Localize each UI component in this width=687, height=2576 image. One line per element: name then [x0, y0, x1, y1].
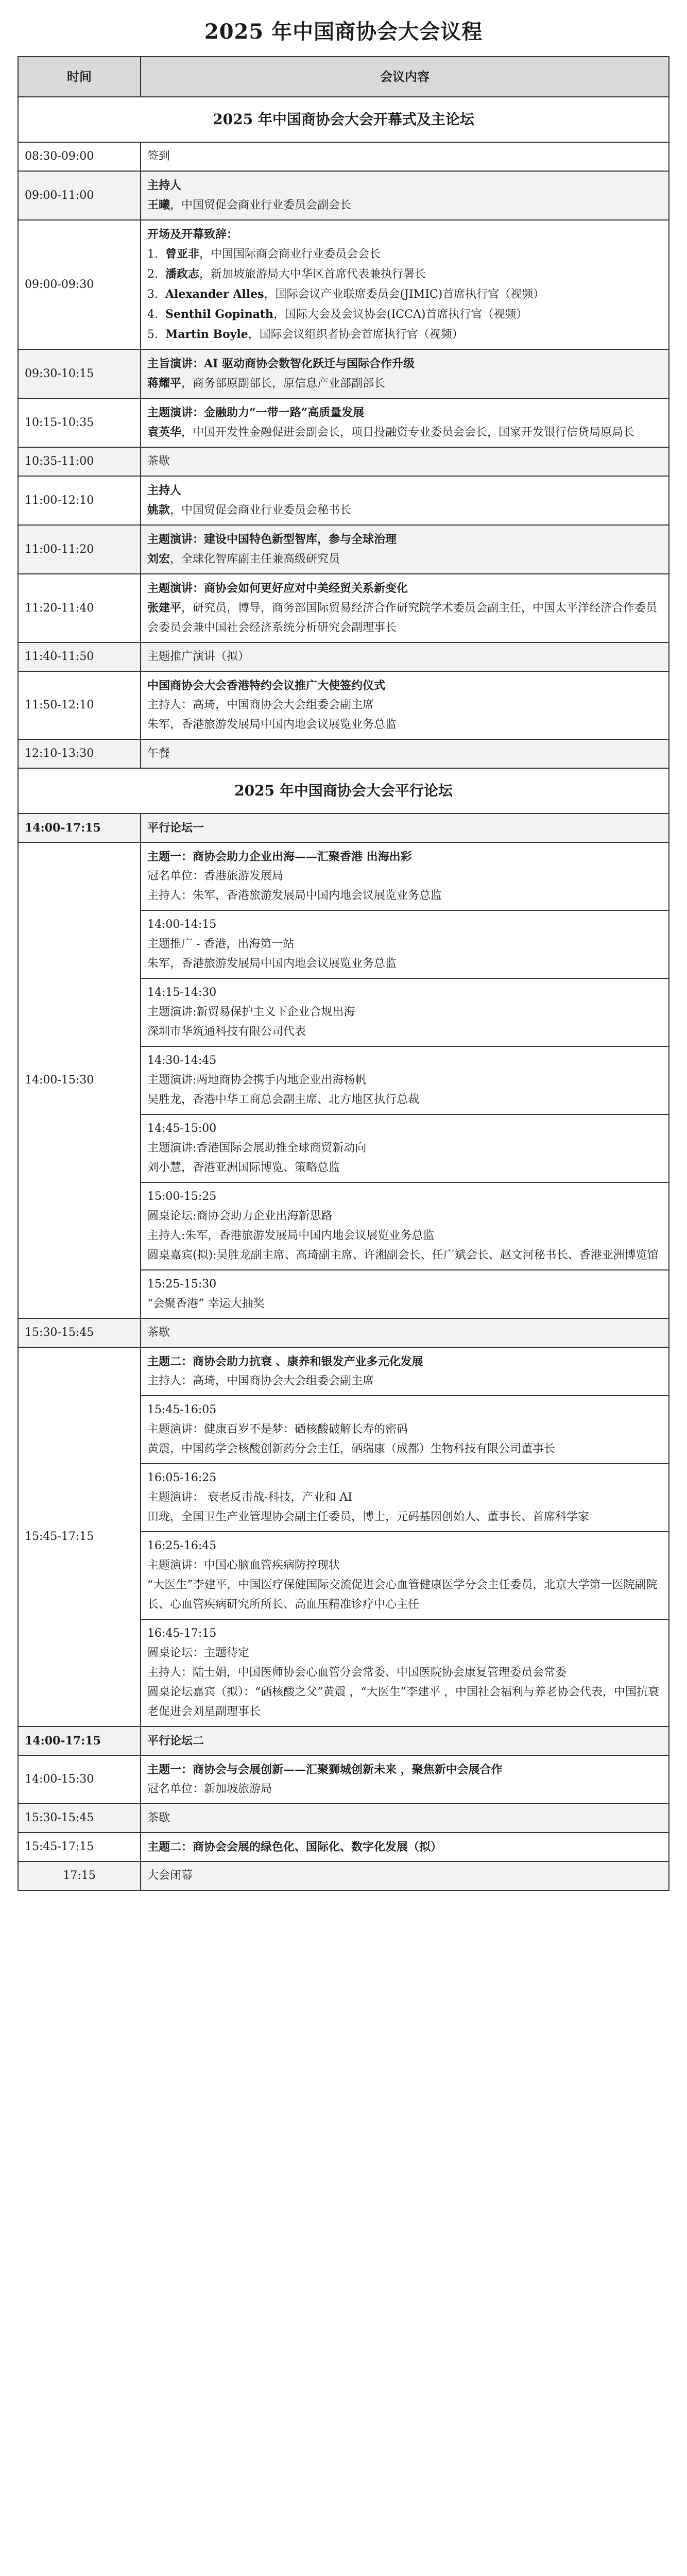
- time-cell: 11:20-11:40: [18, 574, 141, 642]
- table-row: [18, 1804, 669, 1833]
- section-heading-main: [18, 97, 669, 142]
- time-cell: 12:10-13:30: [18, 739, 141, 768]
- item-label: 主旨演讲：AI 驱动商协会数智化跃迁与国际合作升级: [147, 357, 415, 370]
- item-label: 主题一：商协会与会展创新——汇聚狮城创新未来 ，聚焦新中会展合作: [147, 1763, 503, 1776]
- time-cell: 15:45-17:15: [18, 1347, 141, 1726]
- content-cell: [141, 671, 669, 739]
- speaker-line: [147, 374, 662, 394]
- speaker-line: [147, 500, 662, 520]
- content-line: 15:00-15:25: [147, 1190, 217, 1203]
- content-line: 主题演讲： 衰老反击战-科技，产业和 AI: [147, 1491, 352, 1504]
- list-item: [147, 325, 662, 345]
- content-line: 15:45-16:05: [147, 1403, 217, 1416]
- speaker-desc: ，国际大会及会议协会(ICCA)首席执行官（视频）: [273, 308, 528, 321]
- list-number: 5.: [147, 328, 165, 341]
- speaker-desc: ，商务部原副部长，原信息产业部副部长: [181, 377, 386, 390]
- time-cell: 14:00-15:30: [18, 1755, 141, 1804]
- list-number: 4.: [147, 308, 165, 321]
- table-row: [18, 1755, 669, 1804]
- section-title: 2025 年中国商协会大会开幕式及主论坛: [18, 97, 669, 142]
- content-line: 深圳市华筑通科技有限公司代表: [147, 1025, 306, 1038]
- content-line: 14:30-14:45: [147, 1054, 217, 1067]
- time-cell: 14:00-17:15: [18, 814, 141, 842]
- content-line: 主持人：高琦，中国商协会大会组委会副主席: [147, 1375, 374, 1387]
- content-cell: [141, 220, 669, 349]
- list-item: [147, 284, 662, 304]
- speaker-desc: ，研究员，博导，商务部国际贸易经济合作研究院学术委员会副主任，中国太平洋经济合作委员会委员会兼中国社会经济系统分析研究会副理事长: [147, 602, 658, 634]
- table-row: [18, 1318, 669, 1347]
- content-cell: [141, 978, 669, 1046]
- content-cell: [141, 1755, 669, 1804]
- content-line: 签到: [147, 150, 170, 163]
- content-cell: [141, 1532, 669, 1619]
- speaker-desc: ，国际会议产业联席委员会(JIMIC)首席执行官（视频）: [264, 288, 545, 301]
- content-line: “大医生”李建平，中国医疗保健国际交流促进会心血管健康医学分会主任委员，北京大学第一医院副院长、心血管疾病研究所所长、高血压精准诊疗中心主任: [147, 1579, 658, 1611]
- content-line: 16:05-16:25: [147, 1471, 217, 1484]
- table-row: [18, 1833, 669, 1861]
- speaker-desc: ，中国国际商会商业行业委员会会长: [199, 248, 381, 261]
- content-line: 14:00-14:15: [147, 918, 217, 931]
- list-item: [147, 264, 662, 284]
- table-row: [18, 142, 669, 171]
- forum-1-heading: [18, 814, 669, 842]
- speaker-desc: ，中国贸促会商业行业委员会副会长: [170, 199, 352, 212]
- content-line: 主持人：朱军，香港旅游发展局中国内地会议展览业务总监: [147, 889, 442, 902]
- time-cell: 11:00-11:20: [18, 525, 141, 574]
- content-line: 冠名单位：新加坡旅游局: [147, 1783, 272, 1795]
- time-cell: 14:00-15:30: [18, 842, 141, 1318]
- table-row: [18, 1861, 669, 1890]
- speaker-name: 王曦: [147, 198, 170, 212]
- section-heading-parallel: [18, 768, 669, 814]
- speaker-name: 姚款: [147, 503, 170, 517]
- table-row: [18, 476, 669, 525]
- speaker-name: 曾亚非: [165, 247, 199, 261]
- section-title: 2025 年中国商协会大会平行论坛: [18, 768, 669, 814]
- forum-1-block: [18, 842, 669, 910]
- content-cell: [141, 1046, 669, 1114]
- content-cell: [141, 1464, 669, 1532]
- header-content: 会议内容: [141, 57, 669, 97]
- content-line: 主题演讲：健康百岁不是梦：硒核酸破解长寿的密码: [147, 1423, 408, 1436]
- content-line: 茶歇: [147, 1326, 170, 1339]
- content-cell: [141, 525, 669, 574]
- agenda-table: [18, 56, 669, 1891]
- content-cell: [141, 1182, 669, 1270]
- content-cell: [141, 1396, 669, 1464]
- time-cell: 14:00-17:15: [18, 1726, 141, 1755]
- list-item: [147, 244, 662, 264]
- speaker-name: 潘政志: [165, 267, 199, 281]
- item-label: 主题演讲：金融助力“一带一路”高质量发展: [147, 406, 365, 419]
- speaker-desc: ，中国开发性金融促进会副会长，项目投融资专业委员会会长，国家开发银行信贷局原局长: [181, 426, 635, 439]
- table-row: [18, 671, 669, 739]
- time-cell: 09:00-09:30: [18, 220, 141, 349]
- time-cell: 11:40-11:50: [18, 642, 141, 671]
- content-cell: [141, 574, 669, 642]
- content-cell: [141, 171, 669, 220]
- speaker-line: [147, 422, 662, 443]
- content-cell: [141, 1318, 669, 1347]
- speaker-list: [147, 244, 662, 345]
- speaker-name: 袁英华: [147, 426, 182, 439]
- content-cell: [141, 1347, 669, 1396]
- content-line: 主题演讲：中国心脑血管疾病防控现状: [147, 1559, 340, 1572]
- table-row: [18, 447, 669, 476]
- content-line: 主题推广 - 香港，出海第一站: [147, 938, 295, 951]
- content-line: 14:15-14:30: [147, 986, 217, 999]
- list-number: 3.: [147, 288, 165, 301]
- content-line: 主持人:朱军，香港旅游发展局中国内地会议展览业务总监: [147, 1229, 435, 1242]
- time-cell: 10:35-11:00: [18, 447, 141, 476]
- list-number: 2.: [147, 268, 165, 281]
- table-row: [18, 349, 669, 398]
- content-cell: [141, 398, 669, 447]
- table-row: [18, 398, 669, 447]
- content-line: 圆桌论坛嘉宾（拟）：“硒核酸之父”黄震 ，“大医生”李建平 ，中国社会福利与养老协会代表，中国抗衰老促进会刘星副理事长: [147, 1686, 659, 1718]
- content-cell: [141, 142, 669, 171]
- content-cell: [141, 349, 669, 398]
- time-cell: 08:30-09:00: [18, 142, 141, 171]
- content-cell: [141, 1833, 669, 1861]
- content-line: 15:25-15:30: [147, 1278, 217, 1291]
- speaker-name: Senthil Gopinath: [165, 308, 274, 321]
- item-label: 主题演讲：建设中国特色新型智库，参与全球治理: [147, 533, 397, 546]
- time-cell: 17:15: [18, 1861, 141, 1890]
- speaker-name: 张建平: [147, 601, 182, 615]
- speaker-line: [147, 195, 662, 215]
- table-row: [18, 574, 669, 642]
- content-line: 主题演讲:两地商协会携手内地企业出海杨帆: [147, 1074, 367, 1087]
- time-cell: 15:30-15:45: [18, 1804, 141, 1833]
- forum-title: 平行论坛一: [141, 814, 669, 842]
- speaker-name: 刘宏: [147, 552, 170, 566]
- speaker-line: [147, 549, 662, 569]
- content-line: 吴胜龙，香港中华工商总会副主席、北方地区执行总裁: [147, 1093, 420, 1106]
- speaker-name: 蒋耀平: [147, 377, 182, 390]
- table-row: [18, 525, 669, 574]
- content-line: 主持人：高琦，中国商协会大会组委会副主席: [147, 699, 374, 711]
- content-line: 黄震，中国药学会核酸创新药分会主任，硒瑞康（成都）生物科技有限公司董事长: [147, 1443, 556, 1455]
- content-line: 主题推广演讲（拟）: [147, 650, 250, 663]
- table-row: [18, 739, 669, 768]
- list-number: 1.: [147, 248, 165, 261]
- table-row: [18, 220, 669, 349]
- content-line: 午餐: [147, 747, 170, 760]
- content-cell: [141, 447, 669, 476]
- content-line: 圆桌嘉宾(拟):吴胜龙副主席、高琦副主席、许湘副会长、任广斌会长、赵文河秘书长、香港亚洲博览馆: [147, 1249, 659, 1262]
- content-line: 主持人：陆士娟，中国医师协会心血管分会常委、中国医院协会康复管理委员会常委: [147, 1666, 567, 1679]
- content-line: 朱军，香港旅游发展局中国内地会议展览业务总监: [147, 957, 397, 970]
- table-header-row: [18, 57, 669, 97]
- content-line: 朱军，香港旅游发展局中国内地会议展览业务总监: [147, 718, 397, 731]
- content-cell: [141, 1861, 669, 1890]
- content-line: 16:25-16:45: [147, 1539, 217, 1552]
- content-line: 茶歇: [147, 455, 170, 468]
- speaker-line: [147, 598, 662, 638]
- forum-2-heading: [18, 1726, 669, 1755]
- content-cell: [141, 842, 669, 910]
- content-cell: [141, 910, 669, 978]
- header-time: 时间: [18, 57, 141, 97]
- item-label: 主题二：商协会助力抗衰 、康养和银发产业多元化发展: [147, 1355, 423, 1368]
- content-cell: [141, 1114, 669, 1182]
- time-cell: 11:50-12:10: [18, 671, 141, 739]
- time-cell: 11:00-12:10: [18, 476, 141, 525]
- item-label: 主题一：商协会助力企业出海——汇聚香港 出海出彩: [147, 850, 412, 863]
- speaker-name: Alexander Alles: [165, 287, 264, 301]
- speaker-name: Martin Boyle: [165, 328, 248, 341]
- content-cell: [141, 739, 669, 768]
- content-line: “会聚香港” 幸运大抽奖: [147, 1297, 265, 1310]
- time-cell: 15:45-17:15: [18, 1833, 141, 1861]
- table-row: [18, 642, 669, 671]
- content-line: 16:45-17:15: [147, 1627, 217, 1640]
- time-cell: 09:00-11:00: [18, 171, 141, 220]
- time-cell: 09:30-10:15: [18, 349, 141, 398]
- content-cell: [141, 642, 669, 671]
- page-title: 2025 年中国商协会大会议程: [204, 20, 483, 44]
- content-cell: [141, 1804, 669, 1833]
- content-line: 圆桌论坛：主题待定: [147, 1647, 250, 1659]
- content-line: 刘小慧，香港亚洲国际博览、策略总监: [147, 1161, 340, 1174]
- time-cell: 10:15-10:35: [18, 398, 141, 447]
- item-label: 主持人: [147, 179, 182, 192]
- time-cell: 15:30-15:45: [18, 1318, 141, 1347]
- speaker-desc: ，中国贸促会商业行业委员会秘书长: [170, 504, 352, 517]
- item-label: 开场及开幕致辞：: [147, 228, 238, 241]
- content-line: 大会闭幕: [147, 1869, 193, 1882]
- speaker-desc: ，新加坡旅游局大中华区首席代表兼执行署长: [199, 268, 426, 281]
- content-cell: [141, 476, 669, 525]
- content-line: 圆桌论坛:商协会助力企业出海新思路: [147, 1210, 333, 1223]
- content-line: 主题演讲:香港国际会展助推全球商贸新动向: [147, 1142, 367, 1155]
- item-label: 主持人: [147, 484, 182, 497]
- table-row: [18, 171, 669, 220]
- content-cell: [141, 1619, 669, 1726]
- content-line: 主题演讲:新贸易保护主义下企业合规出海: [147, 1006, 355, 1019]
- item-label: 主题二：商协会会展的绿色化、国际化、数字化发展（拟）: [147, 1840, 442, 1854]
- content-line: 茶歇: [147, 1811, 170, 1824]
- item-label: 中国商协会大会香港特约会议推广大使签约仪式: [147, 679, 386, 692]
- content-line: 田珑，全国卫生产业管理协会副主任委员，博士，元码基因创始人、董事长、首席科学家: [147, 1511, 590, 1523]
- content-cell: [141, 1270, 669, 1318]
- speaker-desc: ，全球化智库副主任兼高级研究员: [170, 553, 340, 566]
- item-label: 主题演讲：商协会如何更好应对中美经贸关系新变化: [147, 582, 408, 595]
- speaker-desc: ，国际会议组织者协会首席执行官（视频）: [248, 328, 463, 341]
- forum-1-part2-block: [18, 1347, 669, 1396]
- content-line: 14:45-15:00: [147, 1122, 217, 1135]
- content-line: 冠名单位：香港旅游发展局: [147, 870, 284, 883]
- list-item: [147, 304, 662, 325]
- forum-title: 平行论坛二: [141, 1726, 669, 1755]
